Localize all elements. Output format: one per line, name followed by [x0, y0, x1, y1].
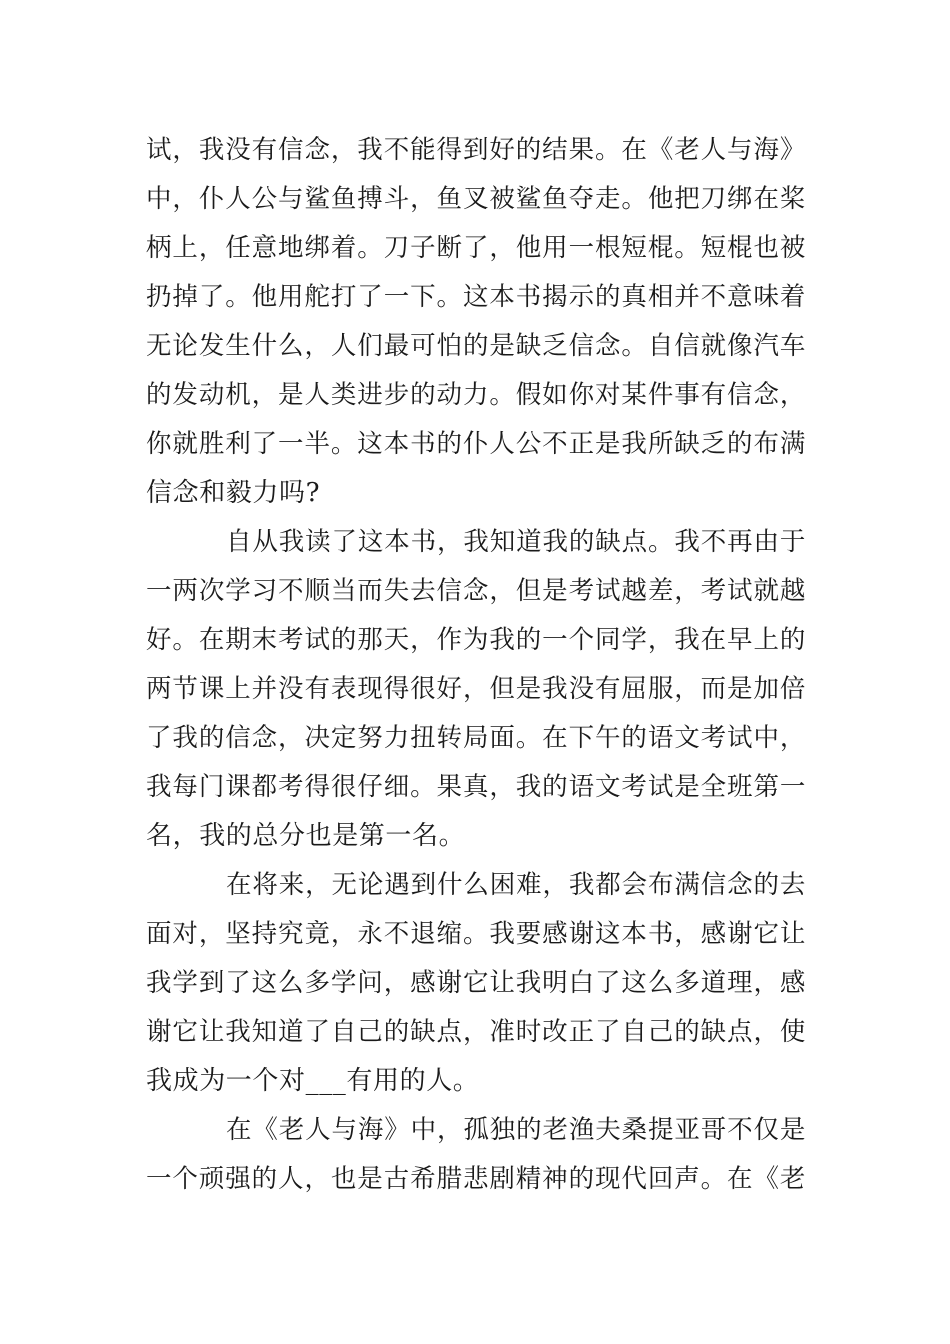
text-line: 我成为一个对___有用的人。 [146, 1066, 480, 1096]
paragraph-3 [146, 861, 806, 1106]
text-line: 柄上，任意地绑着。刀子断了，他用一根短棍。短棍也被 [146, 233, 806, 263]
paragraph-2 [146, 518, 806, 861]
text-line: 名，我的总分也是第一名。 [146, 821, 466, 851]
text-line: 的发动机，是人类进步的动力。假如你对某件事有信念， [146, 380, 806, 410]
paragraph-4 [146, 1106, 806, 1204]
text-line: 试，我没有信念，我不能得到好的结果。在《老人与海》 [146, 135, 806, 165]
text-line: 我学到了这么多学问，感谢它让我明白了这么多道理，感 [146, 968, 806, 998]
text-line: 自从我读了这本书，我知道我的缺点。我不再由于 [226, 527, 806, 557]
text-line: 面对，坚持究竟，永不退缩。我要感谢这本书，感谢它让 [146, 919, 806, 949]
text-line: 好。在期末考试的那天，作为我的一个同学，我在早上的 [146, 625, 806, 655]
paragraph-1 [146, 126, 806, 518]
text-line: 了我的信念，决定努力扭转局面。在下午的语文考试中， [146, 723, 806, 753]
text-line: 中，仆人公与鲨鱼搏斗，鱼叉被鲨鱼夺走。他把刀绑在桨 [146, 184, 806, 214]
text-line: 一两次学习不顺当而失去信念，但是考试越差，考试就越 [146, 576, 806, 606]
text-line: 无论发生什么，人们最可怕的是缺乏信念。自信就像汽车 [146, 331, 806, 361]
text-line: 一个顽强的人，也是古希腊悲剧精神的现代回声。在《老 [146, 1164, 806, 1194]
text-line: 扔掉了。他用舵打了一下。这本书揭示的真相并不意味着 [146, 282, 806, 312]
text-line: 在将来，无论遇到什么困难，我都会布满信念的去 [226, 870, 806, 900]
text-line: 在《老人与海》中，孤独的老渔夫桑提亚哥不仅是 [226, 1115, 806, 1145]
document-body [146, 126, 806, 1204]
text-line: 谢它让我知道了自己的缺点，准时改正了自己的缺点，使 [146, 1017, 806, 1047]
text-line: 信念和毅力吗? [146, 478, 321, 508]
text-line: 两节课上并没有表现得很好，但是我没有屈服，而是加倍 [146, 674, 806, 704]
text-line: 你就胜利了一半。这本书的仆人公不正是我所缺乏的布满 [146, 429, 806, 459]
text-line: 我每门课都考得很仔细。果真，我的语文考试是全班第一 [146, 772, 806, 802]
